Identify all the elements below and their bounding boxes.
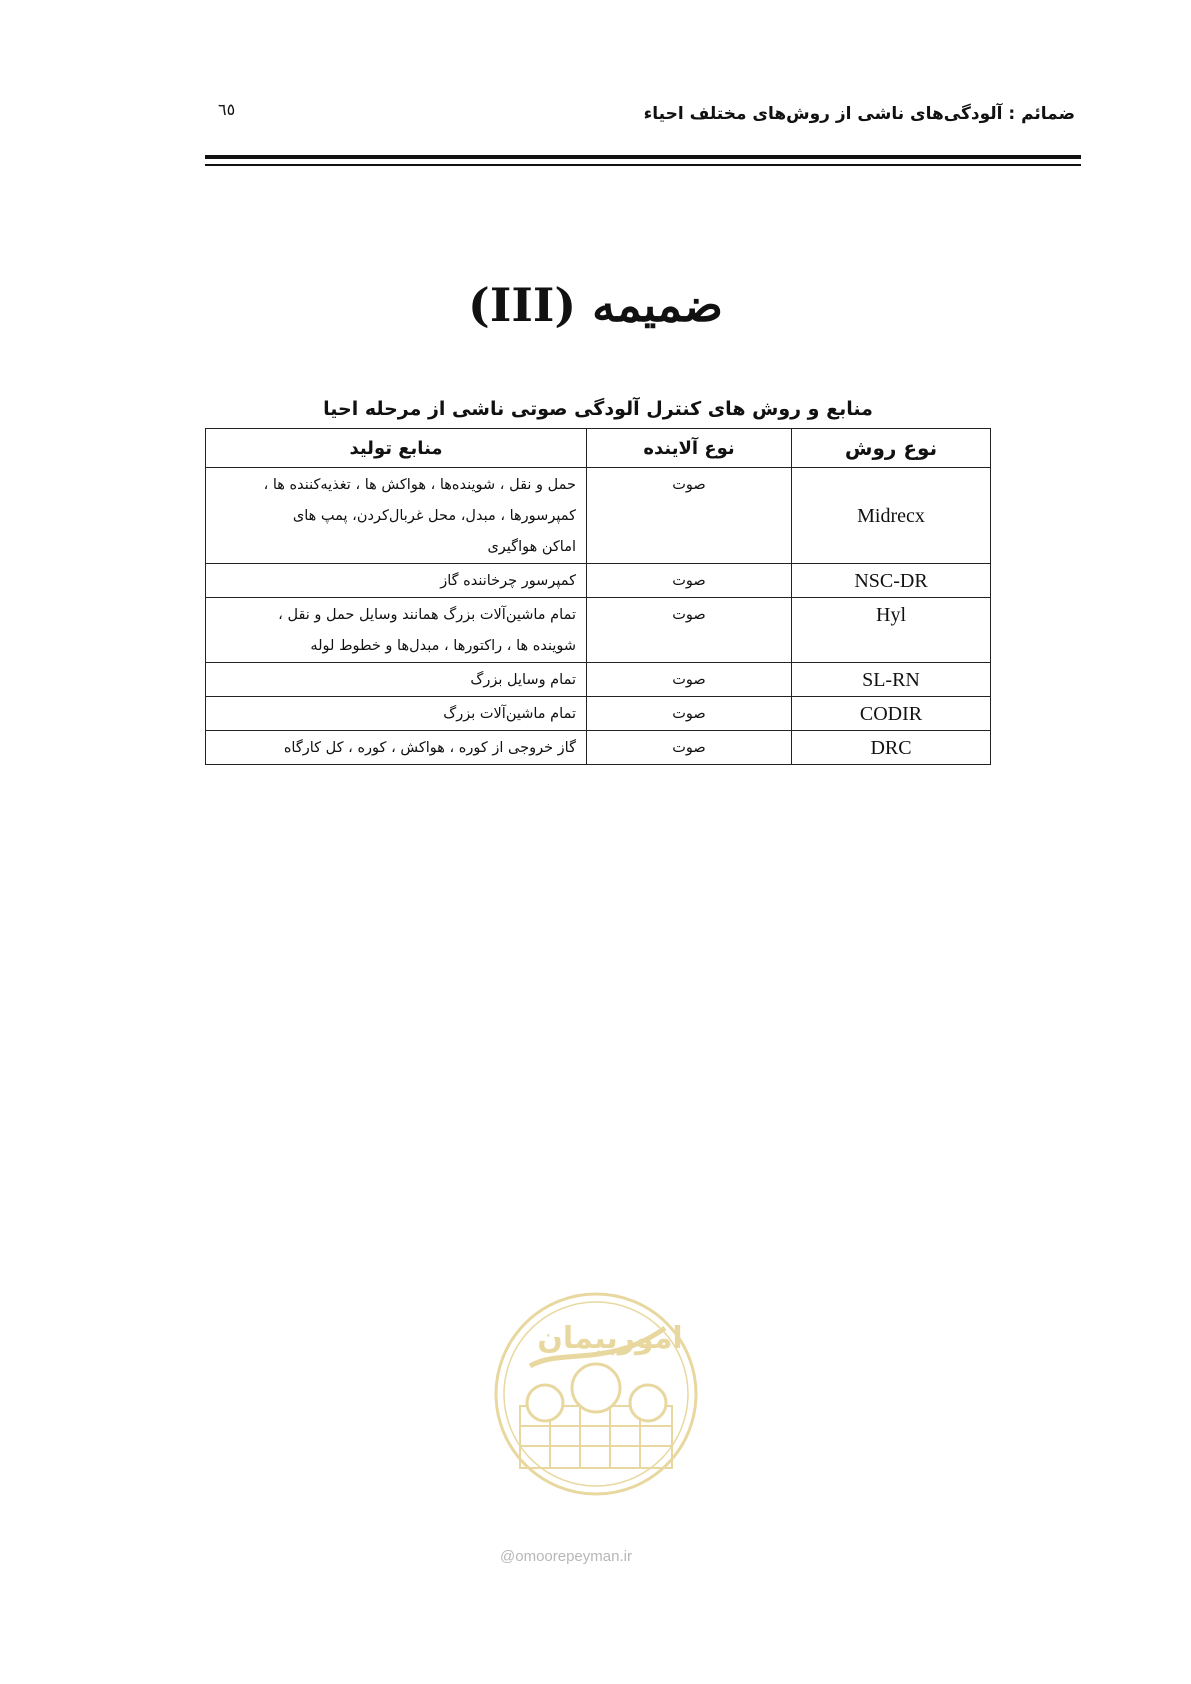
header-rule-thick (205, 155, 1081, 159)
source-line: تمام وسایل بزرگ (470, 672, 576, 688)
source-line: شوینده ها ، راکتورها ، مبدل‌ها و خطوط لوله (310, 638, 576, 654)
appendix-title: ضمیمه (III) (468, 278, 723, 332)
cell-method: Midrecx (792, 468, 991, 564)
table-row (206, 598, 991, 663)
table-caption: منابع و روش های کنترل آلودگی صوتی ناشی از مرحله احیا (323, 398, 873, 420)
cell-pollutant: صوت (587, 697, 792, 731)
watermark-logo (490, 1288, 702, 1500)
source-line: کمپرسور چرخاننده گاز (440, 573, 576, 589)
source-line: تمام ماشین‌آلات بزرگ همانند وسایل حمل و نقل ، (278, 607, 576, 623)
header-title: ضمائم : آلودگی‌های ناشی از روش‌های مختلف احیاء (643, 104, 1075, 124)
header-rule-thin (205, 164, 1081, 166)
source-line: تمام ماشین‌آلات بزرگ (443, 706, 576, 722)
page-number: ٦٥ (218, 100, 236, 119)
cell-pollutant: صوت (587, 731, 792, 765)
cell-sources (206, 598, 587, 663)
table-row (206, 564, 991, 598)
watermark-logo-text: امورپیمان (537, 1321, 683, 1356)
source-line: اماکن هواگیری (487, 539, 576, 555)
cell-sources (206, 731, 587, 765)
cell-method: SL-RN (792, 663, 991, 697)
cell-method: NSC-DR (792, 564, 991, 598)
table-body (206, 468, 991, 765)
cell-sources (206, 663, 587, 697)
cell-sources (206, 468, 587, 564)
watermark-url: @omoorepeyman.ir (500, 1548, 632, 1565)
cell-pollutant: صوت (587, 564, 792, 598)
cell-pollutant: صوت (587, 663, 792, 697)
cell-sources (206, 697, 587, 731)
cell-method: CODIR (792, 697, 991, 731)
table-row (206, 663, 991, 697)
cell-pollutant: صوت (587, 598, 792, 663)
table-row (206, 697, 991, 731)
header-sources: منابع تولید (206, 429, 587, 468)
cell-method: Hyl (792, 598, 991, 663)
cell-sources (206, 564, 587, 598)
header-pollutant: نوع آلاینده (587, 429, 792, 468)
cell-method: DRC (792, 731, 991, 765)
table-header-row (206, 429, 991, 468)
pollution-table (205, 428, 991, 765)
cell-pollutant: صوت (587, 468, 792, 564)
table-row (206, 468, 991, 564)
source-line: گاز خروجی از کوره ، هواکش ، کوره ، کل کارگاه (283, 740, 576, 756)
source-line: حمل و نقل ، شوینده‌ها ، هواکش ها ، تغذیه‌کننده ها ، (263, 477, 576, 493)
header-method: نوع روش (792, 429, 991, 468)
source-line: کمپرسورها ، مبدل، محل غربال‌کردن، پمپ های (292, 508, 576, 524)
table-row (206, 731, 991, 765)
